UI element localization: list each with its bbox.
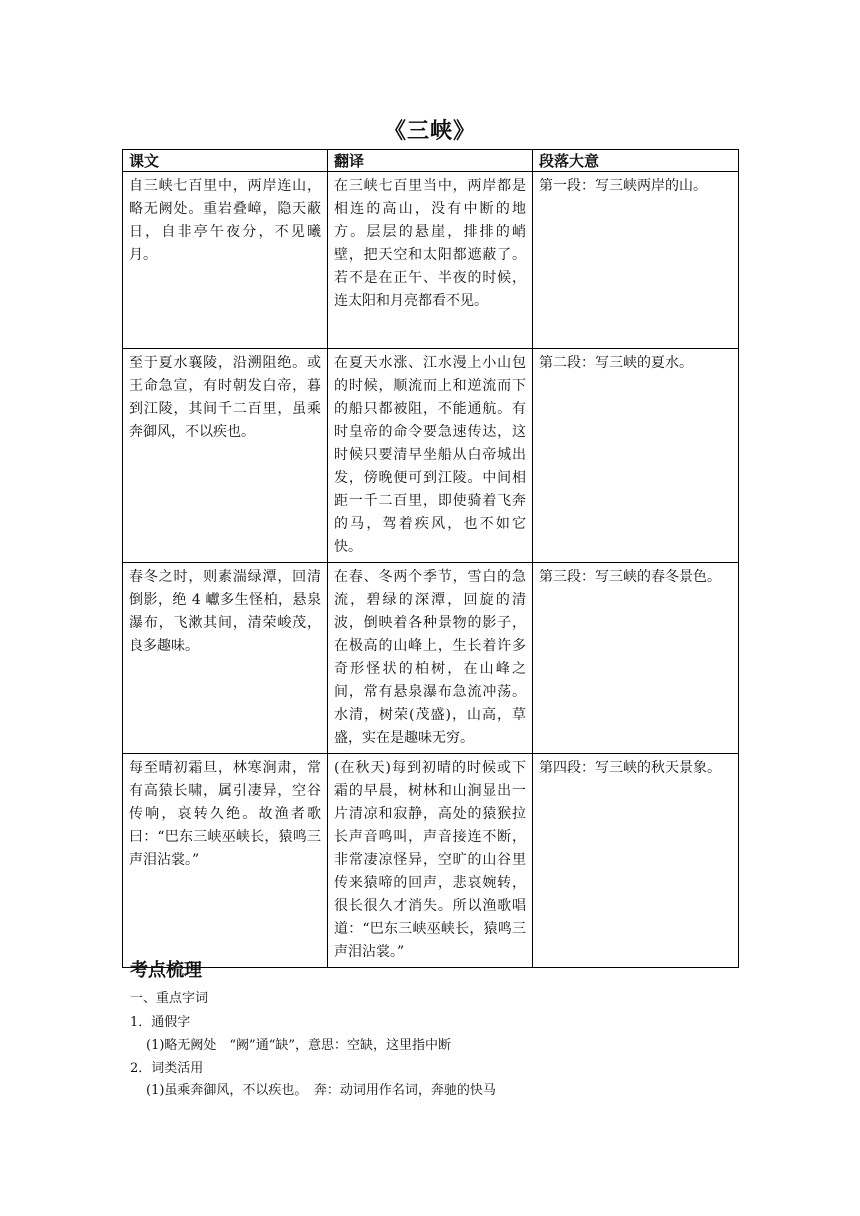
cell-summary: 第四段：写三峡的秋天景象。 xyxy=(533,754,739,968)
cell-summary: 第三段：写三峡的春冬景色。 xyxy=(533,563,739,754)
table-row xyxy=(123,172,739,349)
header-summary: 段落大意 xyxy=(533,150,739,172)
item-interchangeable-chars: (1)略无阙处 “阙”通“缺”，意思：空缺，这里指中断 xyxy=(146,1038,451,1053)
heading-key-words: 一、重点字词 xyxy=(130,991,209,1006)
header-text: 课文 xyxy=(123,150,328,172)
cell-translation: 在夏天水涨、江水漫上小山包的时候，顺流而上和逆流而下的船只都被阻，不能通航。有时皇帝的命令要急速传达，这时候只要清早坐船从白帝城出发，傍晚便可到江陵。中间相距一千二百里，即使骑着飞奔的马，驾着疾风，也不如它快。 xyxy=(328,349,533,563)
sub-heading-word-class-shift: 2．词类活用 xyxy=(130,1061,204,1076)
cell-translation: 在春、冬两个季节，雪白的急流，碧绿的深潭，回旋的清波，倒映着各种景物的影子，在极高的山峰上，生长着许多奇形怪状的柏树，在山峰之间，常有悬泉瀑布急流冲荡。水清，树荣(茂盛)，山高，草盛，实在是趣味无穷。 xyxy=(328,563,533,754)
cell-text: 自三峡七百里中，两岸连山，略无阙处。重岩叠嶂，隐天蔽日，自非亭午夜分，不见曦月。 xyxy=(123,172,328,349)
document-title: 《三峡》 xyxy=(383,119,476,144)
text-translation-table xyxy=(122,149,739,968)
table-row xyxy=(123,563,739,754)
item-word-class-shift: (1)虽乘奔御风，不以疾也。 奔：动词用作名词，奔驰的快马 xyxy=(146,1083,496,1098)
cell-translation: (在秋天)每到初晴的时候或下霜的早晨，树林和山涧显出一片清凉和寂静，高处的猿猴拉长声音鸣叫，声音接连不断，非常凄凉怪异，空旷的山谷里传来猿啼的回声，悲哀婉转，很长很久才消失。所以渔歌唱道：“巴东三峡巫峡长，猿鸣三声泪沾裳。” xyxy=(328,754,533,968)
cell-text: 春冬之时，则素湍绿潭，回清倒影，绝 4 巘多生怪柏，悬泉瀑布，飞漱其间，清荣峻茂，良多趣味。 xyxy=(123,563,328,754)
cell-text: 至于夏水襄陵，沿溯阻绝。或王命急宣，有时朝发白帝，暮到江陵，其间千二百里，虽乘奔御风，不以疾也。 xyxy=(123,349,328,563)
table-row xyxy=(123,349,739,563)
header-translation: 翻译 xyxy=(328,150,533,172)
cell-text: 每至晴初霜旦，林寒涧肃，常有高猿长啸，属引凄异，空谷传响，哀转久绝。故渔者歌曰：“巴东三峡巫峡长，猿鸣三声泪沾裳。” xyxy=(123,754,328,968)
cell-summary: 第一段：写三峡两岸的山。 xyxy=(533,172,739,349)
cell-translation: 在三峡七百里当中，两岸都是相连的高山，没有中断的地方。层层的悬崖，排排的峭壁，把天空和太阳都遮蔽了。若不是在正午、半夜的时候，连太阳和月亮都看不见。 xyxy=(328,172,533,349)
table-row xyxy=(123,754,739,968)
cell-summary: 第二段：写三峡的夏水。 xyxy=(533,349,739,563)
sub-heading-interchangeable-chars: 1．通假字 xyxy=(130,1015,191,1030)
table-header-row xyxy=(123,150,739,172)
section-title: 考点梳理 xyxy=(130,960,202,981)
